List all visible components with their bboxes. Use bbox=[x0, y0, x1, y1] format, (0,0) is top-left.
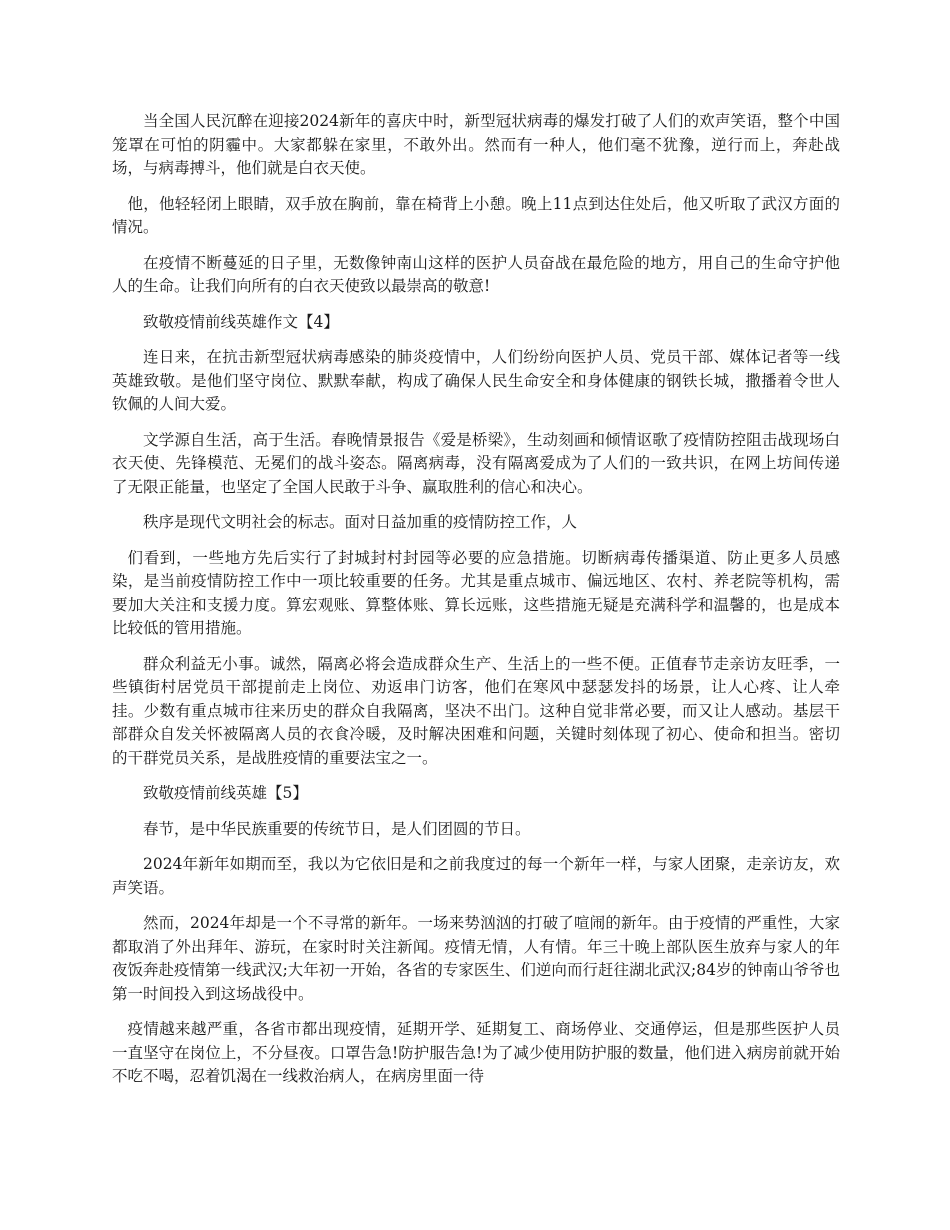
paragraph-salute-medics: 在疫情不断蔓延的日子里，无数像钟南山这样的医护人员奋战在最危险的地方，用自己的生命守护他人的生命。让我们向所有的白衣天使致以最崇高的敬意! bbox=[112, 253, 840, 295]
paragraph-salute-heroes: 连日来，在抗击新型冠状病毒感染的肺炎疫情中，人们纷纷向医护人员、党员干部、媒体记者等一线英雄致敬。是他们坚守岗位、默默奉献，构成了确保人民生命安全和身体健康的钢铁长城，撒播着令世人钦佩的人间大爱。 bbox=[112, 348, 840, 413]
paragraph-unusual-new-year: 然而，2024年却是一个不寻常的新年。一场来势汹汹的打破了喧闹的新年。由于疫情的严重性，大家都取消了外出拜年、游玩，在家时时关注新闻。疫情无情，人有情。年三十晚上部队医生放弃与家人的年夜饭奔赴疫情第一线武汉;大年初一开始，各省的专家医生、们逆向而行赶往湖北武汉;84岁的钟南山爷爷也第一时间投入到这场战役中。 bbox=[112, 914, 840, 1003]
paragraph-public-interest: 群众利益无小事。诚然，隔离必将会造成群众生产、生活上的一些不便。正值春节走亲访友旺季，一些镇街村居党员干部提前走上岗位、劝返串门访客，他们在寒风中瑟瑟发抖的场景，让人心疼、让人牵挂。少数有重点城市往来历史的群众自我隔离，坚决不出门。这种自觉非常必要，而又让人感动。基层干部群众自发关怀被隔离人员的衣食冷暖，及时解决困难和问题，关键时刻体现了初心、使命和担当。密切的干群党员关系，是战胜疫情的重要法宝之一。 bbox=[112, 654, 840, 767]
paragraph-new-year-outbreak: 当全国人民沉醉在迎接2024新年的喜庆中时，新型冠状病毒的爆发打破了人们的欢声笑语，整个中国笼罩在可怕的阴霾中。大家都躲在家里，不敢外出。然而有一种人，他们毫不犹豫，逆行而上，奔赴战场，与病毒搏斗，他们就是白衣天使。 bbox=[112, 112, 840, 177]
paragraph-order: 秩序是现代文明社会的标志。面对日益加重的疫情防控工作，人 bbox=[143, 513, 578, 531]
section-heading-5: 致敬疫情前线英雄【5】 bbox=[143, 784, 308, 802]
paragraph-spring-festival: 春节，是中华民族重要的传统节日，是人们团圆的节日。 bbox=[143, 819, 531, 838]
document-page bbox=[112, 110, 840, 1101]
section-heading-4: 致敬疫情前线英雄作文【4】 bbox=[143, 312, 339, 331]
paragraph-lockdown-measures: 们看到，一些地方先后实行了封城封村封园等必要的应急措施。切断病毒传播渠道、防止更多人员感染，是当前疫情防控工作中一项比较重要的任务。尤其是重点城市、偏远地区、农村、养老院等机构，需要加大关注和支援力度。算宏观账、算整体账、算长远账，这些措施无疑是充满科学和温馨的，也是成本比较低的管用措施。 bbox=[112, 548, 840, 637]
paragraph-new-year-expectation: 2024年新年如期而至，我以为它依旧是和之前我度过的每一个新年一样，与家人团聚，走亲访友，欢声笑语。 bbox=[112, 855, 840, 897]
paragraph-epidemic-worsening: 疫情越来越严重，各省市都出现疫情，延期开学、延期复工、商场停业、交通停运，但是那些医护人员一直坚守在岗位上，不分昼夜。口罩告急!防护服告急!为了减少使用防护服的数量，他们进入病房前就开始不吃不喝，忍着饥渴在一线救治病人，在病房里面一待 bbox=[112, 1020, 840, 1085]
paragraph-literature: 文学源自生活，高于生活。春晚情景报告《爱是桥梁》，生动刻画和倾情讴歌了疫情防控阻击战现场白衣天使、先锋模范、无冕们的战斗姿态。隔离病毒，没有隔离爱成为了人们的一致共识，在网上坊间传递了无限正能量，也坚定了全国人民敢于斗争、赢取胜利的信心和决心。 bbox=[112, 430, 840, 496]
paragraph-rest-on-train: 他，他轻轻闭上眼睛，双手放在胸前，靠在椅背上小憩。晚上11点到达住处后，他又听取了武汉方面的情况。 bbox=[112, 194, 840, 236]
